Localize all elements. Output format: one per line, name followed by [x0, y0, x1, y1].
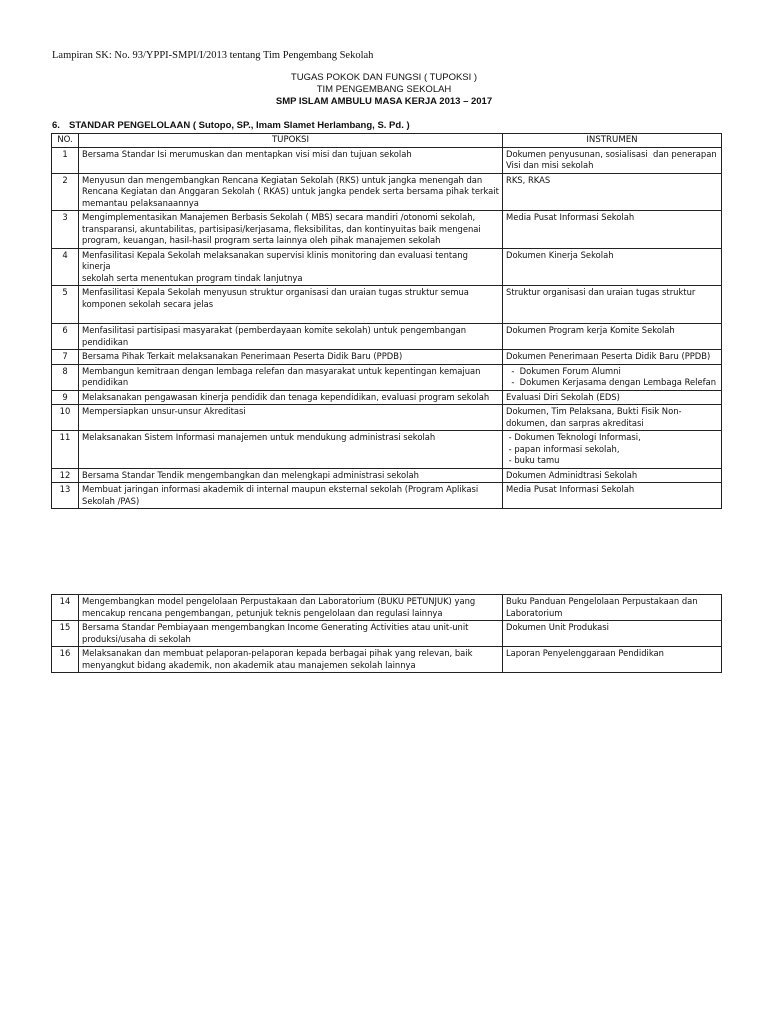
- instrumen-line: Dokumen, Tim Pelaksana, Bukti Fisik Non-: [506, 406, 682, 416]
- row-number: 10: [52, 405, 79, 431]
- document-heading: [0, 72, 768, 108]
- tupoksi-cell: [79, 621, 503, 647]
- tupoksi-line: sekolah serta menentukan program tindak lanjutnya: [82, 272, 303, 283]
- table-row: [52, 147, 722, 173]
- tupoksi-line: pendidikan: [82, 377, 129, 387]
- instrumen-line: Dokumen Adminidtrasi Sekolah: [506, 469, 638, 480]
- instrumen-line: Dokumen Unit Produkasi: [506, 622, 609, 632]
- tupoksi-cell: [79, 390, 503, 405]
- tupoksi-line: Bersama Standar Pembiayaan mengembangkan Income Generating Activities atau unit-unit: [82, 622, 469, 632]
- tupoksi-line: Membuat jaringan informasi akademik di internal maupun eksternal sekolah (Program Aplikasi: [82, 484, 479, 494]
- instrumen-line: Dokumen Penerimaan Peserta Didik Baru (PPDB): [506, 351, 711, 361]
- tupoksi-line: menyangkut bidang akademik, non akademik atau manajemen sekolah lainnya: [82, 659, 416, 670]
- lampiran-reference: Lampiran SK: No. 93/YPPI-SMPI/I/2013 tentang Tim Pengembang Sekolah: [52, 50, 374, 61]
- tupoksi-line: Melaksanakan pengawasan kinerja pendidik dan tenaga kependidikan, evaluasi program sekolah: [82, 391, 490, 402]
- tupoksi-line: Mengembangkan model pengelolaan Perpustakaan dan Laboratorium (BUKU PETUNJUK) yang: [82, 596, 476, 606]
- tupoksi-cell: [79, 405, 503, 431]
- table-row: [52, 621, 722, 647]
- instrumen-cell: [503, 390, 722, 405]
- tupoksi-line: Menfasilitasi Kepala Sekolah melaksanakan supervisi klinis monitoring dan evaluasi tentang kinerja: [82, 249, 468, 271]
- instrumen-cell: [503, 468, 722, 483]
- tupoksi-cell: [79, 173, 503, 211]
- tupoksi-line: produksi/usaha di sekolah: [82, 633, 191, 644]
- tupoksi-cell: [79, 147, 503, 173]
- table-row: [52, 324, 722, 350]
- instrumen-line: Laboratorium: [506, 607, 563, 618]
- heading-line-3: SMP ISLAM AMBULU MASA KERJA 2013 – 2017: [275, 96, 493, 107]
- tupoksi-table-continued: [51, 594, 722, 673]
- heading-line-1: TUGAS POKOK DAN FUNGSI ( TUPOKSI ): [290, 72, 478, 83]
- row-number: 7: [52, 350, 79, 365]
- header-tupoksi: TUPOKSI: [79, 134, 503, 148]
- tupoksi-line: Bersama Pihak Terkait melaksanakan Penerimaan Peserta Didik Baru (PPDB): [82, 351, 403, 361]
- row-number: 1: [52, 147, 79, 173]
- instrumen-cell: [503, 595, 722, 621]
- tupoksi-cell: [79, 211, 503, 249]
- instrumen-line: - Dokumen Kerjasama dengan Lembaga Relefan: [506, 377, 717, 387]
- row-number: 4: [52, 248, 79, 286]
- tupoksi-line: Menfasilitasi partisipasi masyarakat (pemberdayaan komite sekolah) untuk pengembangan: [82, 325, 467, 335]
- row-number: 16: [52, 647, 79, 673]
- row-number: 12: [52, 468, 79, 483]
- row-number: 11: [52, 431, 79, 469]
- table-row: [52, 350, 722, 365]
- row-number: 5: [52, 286, 79, 324]
- instrumen-cell: [503, 483, 722, 509]
- tupoksi-line: memantau pelaksanaannya: [82, 197, 199, 208]
- instrumen-cell: [503, 350, 722, 365]
- instrumen-cell: [503, 248, 722, 286]
- instrumen-cell: [503, 621, 722, 647]
- instrumen-line: Media Pusat Informasi Sekolah: [506, 484, 635, 494]
- tupoksi-line: Mempersiapkan unsur-unsur Akreditasi: [82, 406, 246, 416]
- instrumen-line: Dokumen Program kerja Komite Sekolah: [506, 325, 675, 335]
- tupoksi-line: mencakup rencana pengembangan, petunjuk teknis pengelolaan dan regulasi lainnya: [82, 607, 443, 618]
- table-row: [52, 364, 722, 390]
- row-number: 8: [52, 364, 79, 390]
- table-row: [52, 483, 722, 509]
- tupoksi-cell: [79, 595, 503, 621]
- row-number: 14: [52, 595, 79, 621]
- instrumen-line: RKS, RKAS: [506, 174, 551, 185]
- row-number: 6: [52, 324, 79, 350]
- table-row: [52, 173, 722, 211]
- tupoksi-cell: [79, 286, 503, 324]
- table-row: [52, 468, 722, 483]
- row-number: 2: [52, 173, 79, 211]
- table-row: [52, 390, 722, 405]
- tupoksi-cell: [79, 364, 503, 390]
- tupoksi-cell: [79, 483, 503, 509]
- tupoksi-line: Mengimplementasikan Manajemen Berbasis Sekolah ( MBS) secara mandiri /otonomi sekolah,: [82, 212, 476, 222]
- tupoksi-line: pendidikan: [82, 336, 129, 347]
- instrumen-line: Laporan Penyelenggaraan Pendidikan: [506, 648, 664, 658]
- section-title-text: STANDAR PENGELOLAAN ( Sutopo, SP., Imam Slamet Herlambang, S. Pd. ): [69, 120, 410, 131]
- section-number: 6.: [52, 120, 60, 131]
- table-row: [52, 431, 722, 469]
- tupoksi-line: Bersama Standar Tendik mengembangkan dan melengkapi administrasi sekolah: [82, 469, 419, 480]
- section-title: [52, 120, 410, 131]
- instrumen-cell: [503, 324, 722, 350]
- instrumen-line: Evaluasi Diri Sekolah (EDS): [506, 391, 620, 402]
- table-row: [52, 286, 722, 324]
- heading-line-2: TIM PENGEMBANG SEKOLAH: [316, 84, 452, 95]
- instrumen-cell: [503, 405, 722, 431]
- table-row: [52, 211, 722, 249]
- instrumen-line: Dokumen Kinerja Sekolah: [506, 249, 614, 260]
- tupoksi-line: Menfasilitasi Kepala Sekolah menyusun struktur organisasi dan uraian tugas struktur semua: [82, 287, 469, 297]
- table-row: [52, 248, 722, 286]
- instrumen-cell: [503, 286, 722, 324]
- instrumen-cell: [503, 647, 722, 673]
- table-header-row: [52, 134, 722, 148]
- instrumen-line: - buku tamu: [506, 455, 560, 465]
- tupoksi-line: Membangun kemitraan dengan lembaga relefan dan masyarakat untuk kepentingan kemajuan: [82, 365, 481, 376]
- tupoksi-line: Rencana Kegiatan dan Anggaran Sekolah ( RKAS) untuk jangka pendek serta bersama pihak terkait: [82, 186, 499, 196]
- header-instrumen: INSTRUMEN: [503, 134, 722, 148]
- instrumen-cell: [503, 431, 722, 469]
- tupoksi-cell: [79, 431, 503, 469]
- table-row: [52, 647, 722, 673]
- instrumen-line: Media Pusat Informasi Sekolah: [506, 212, 635, 222]
- instrumen-line: Dokumen penyusunan, sosialisasi dan penerapan: [506, 148, 717, 159]
- tupoksi-line: Melaksanakan dan membuat pelaporan-pelaporan kepada berbagai pihak yang relevan, baik: [82, 648, 473, 658]
- tupoksi-line: komponen sekolah secara jelas: [82, 298, 214, 309]
- tupoksi-line: Sekolah /PAS): [82, 495, 140, 506]
- table-row: [52, 405, 722, 431]
- instrumen-line: Buku Panduan Pengelolaan Perpustakaan dan: [506, 596, 698, 606]
- tupoksi-cell: [79, 647, 503, 673]
- instrumen-line: - Dokumen Forum Alumni: [506, 365, 621, 376]
- instrumen-line: Visi dan misi sekolah: [506, 160, 594, 170]
- instrumen-line: - Dokumen Teknologi Informasi,: [506, 432, 641, 442]
- row-number: 15: [52, 621, 79, 647]
- table-row: [52, 595, 722, 621]
- instrumen-cell: [503, 364, 722, 390]
- instrumen-line: dokumen, dan sarpras akreditasi: [506, 417, 644, 428]
- row-number: 3: [52, 211, 79, 249]
- tupoksi-line: program, keuangan, hasil-hasil program serta lainnya oleh pihak manajemen sekolah: [82, 235, 441, 245]
- row-number: 9: [52, 390, 79, 405]
- tupoksi-line: transparansi, akuntabilitas, partisipasi/kerjasama, fleksibilitas, dan kontinyuitas baik mengenai: [82, 223, 481, 234]
- tupoksi-cell: [79, 248, 503, 286]
- instrumen-cell: [503, 211, 722, 249]
- tupoksi-cell: [79, 468, 503, 483]
- tupoksi-cell: [79, 350, 503, 365]
- tupoksi-cell: [79, 324, 503, 350]
- instrumen-line: Struktur organisasi dan uraian tugas struktur: [506, 287, 696, 297]
- instrumen-line: - papan informasi sekolah,: [506, 443, 620, 454]
- tupoksi-line: Bersama Standar Isi merumuskan dan mentapkan visi misi dan tujuan sekolah: [82, 148, 412, 159]
- header-no: NO.: [52, 134, 79, 148]
- tupoksi-table: [51, 133, 722, 509]
- tupoksi-line: Melaksanakan Sistem Informasi manajemen untuk mendukung administrasi sekolah: [82, 432, 436, 442]
- instrumen-cell: [503, 147, 722, 173]
- instrumen-cell: [503, 173, 722, 211]
- row-number: 13: [52, 483, 79, 509]
- tupoksi-line: Menyusun dan mengembangkan Rencana Kegiatan Sekolah (RKS) untuk jangka menengah dan: [82, 174, 483, 185]
